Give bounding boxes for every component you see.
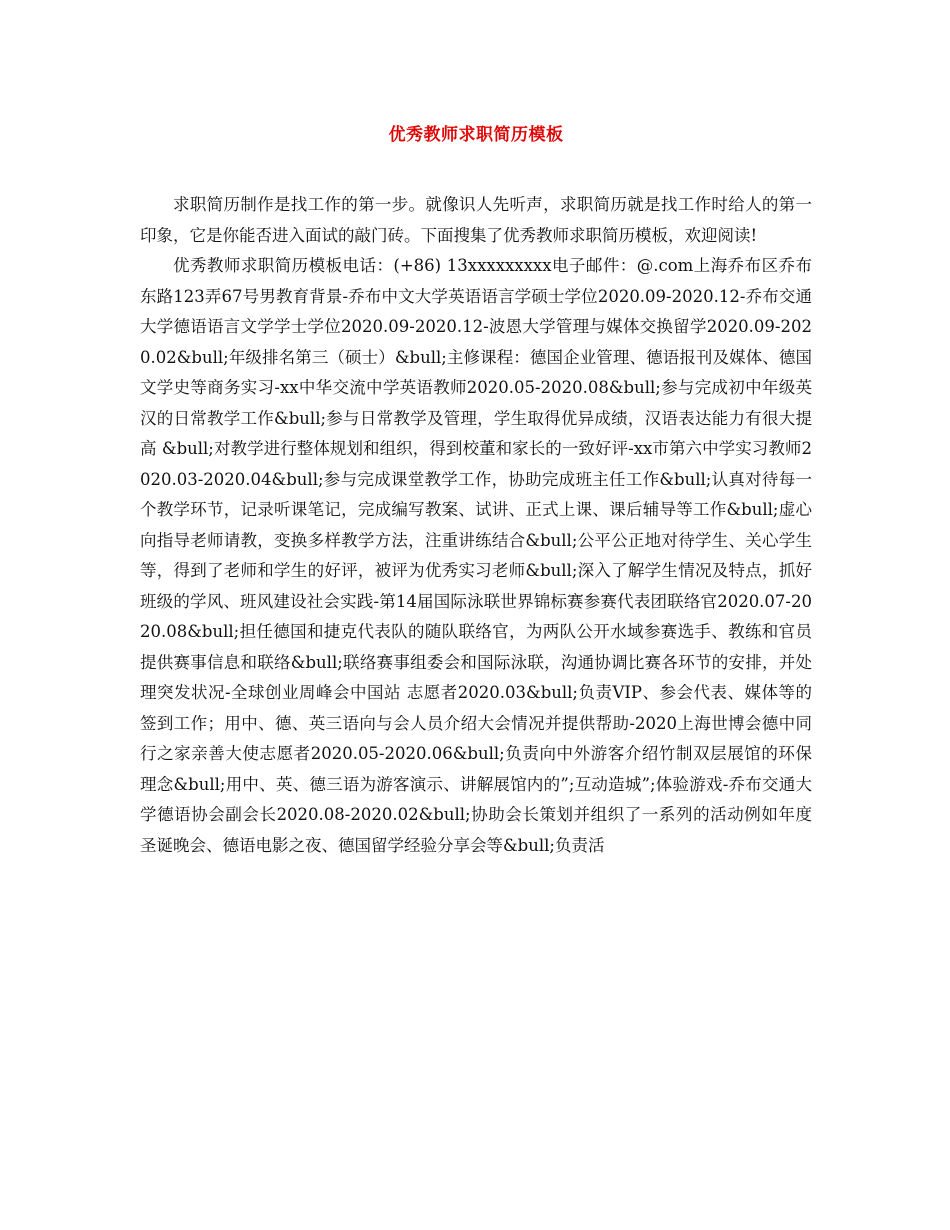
document-title: 优秀教师求职简历模板 <box>388 125 564 145</box>
resume-body-paragraph: 优秀教师求职简历模板电话：(+86) 13xxxxxxxxx电子邮件：@.com上海乔布区乔布东路123弄67号男教育背景-乔布中文大学英语语言学硕士学位2020.09-2020.12-乔布交通大学德语语言文学学士学位2020.09-2020.12-波恩大学管理与媒体交换留学2020.09-2020.02&bull;年级排名第三（硕士）&bull;主修课程：德国企业管理、德语报刊及媒体、德国文学史等商务实习-xx中华交流中学英语教师2020.05-2020.08&bull;参与完成初中年级英汉的日常教学工作&bull;参与日常教学及管理，学生取得优异成绩，汉语表达能力有很大提高 &bull;对教学进行整体规划和组织，得到校董和家长的一致好评-xx市第六中学实习教师2020.03-2020.04&bull;参与完成课堂教学工作，协助完成班主任工作&bull;认真对待每一个教学环节，记录听课笔记，完成编写教案、试讲、正式上课、课后辅导等工作&bull;虚心向指导老师请教，变换多样教学方法，注重讲练结合&bull;公平公正地对待学生、关心学生等，得到了老师和学生的好评，被评为优秀实习老师&bull;深入了解学生情况及特点，抓好班级的学风、班风建设社会实践-第14届国际泳联世界锦标赛参赛代表团联络官2020.07-2020.08&bull;担任德国和捷克代表队的随队联络官，为两队公开水域参赛选手、教练和官员提供赛事信息和联络&bull;联络赛事组委会和国际泳联，沟通协调比赛各环节的安排，并处理突发状况-全球创业周峰会中国站 志愿者2020.03&bull;负责VIP、参会代表、媒体等的签到工作；用中、德、英三语向与会人员介绍大会情况并提供帮助-2020上海世博会德中同行之家亲善大使志愿者2020.05-2020.06&bull;负责向中外游客介绍竹制双层展馆的环保理念&bull;用中、英、德三语为游客演示、讲解展馆内的”;互动造城”;体验游戏-乔布交通大学德语协会副会长2020.08-2020.02&bull;协助会长策划并组织了一系列的活动例如年度圣诞晚会、德语电影之夜、德国留学经验分享会等&bull;负责活 <box>140 256 812 855</box>
intro-paragraph: 求职简历制作是找工作的第一步。就像识人先听声，求职简历就是找工作时给人的第一印象，它是你能否进入面试的敲门砖。下面搜集了优秀教师求职简历模板，欢迎阅读! <box>140 195 812 245</box>
